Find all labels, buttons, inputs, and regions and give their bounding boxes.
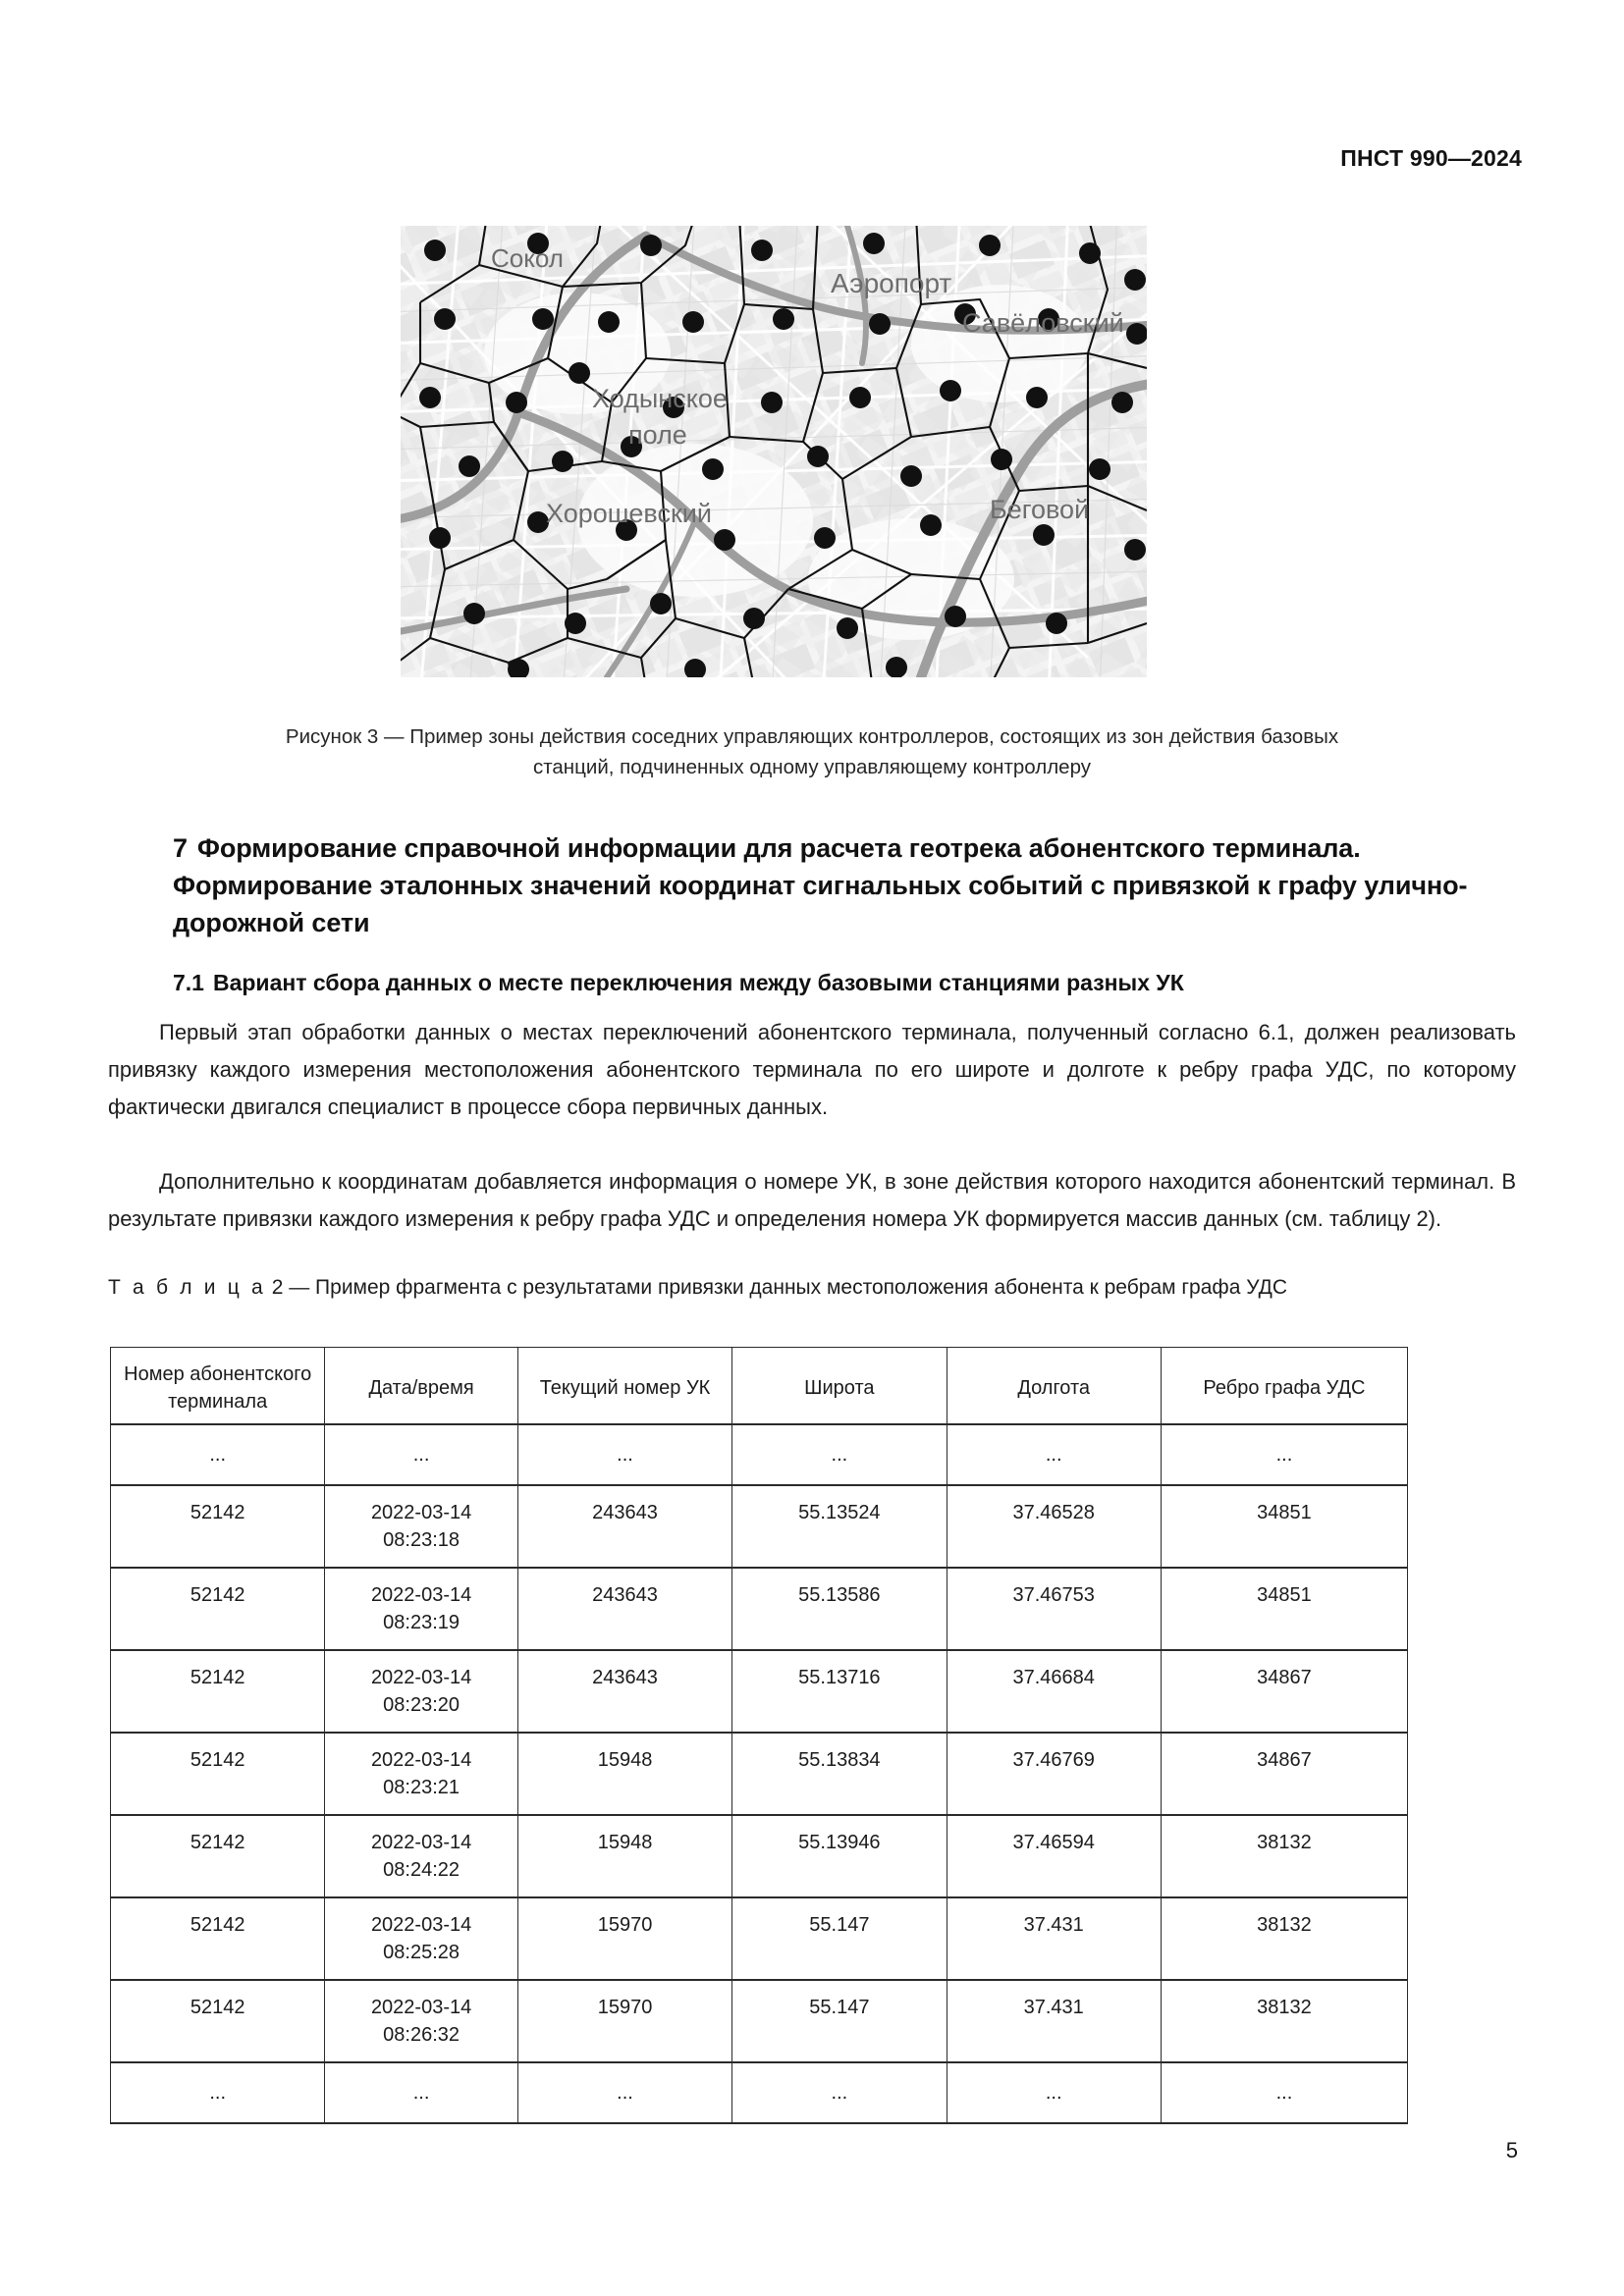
cell-latitude: 55.13524 [732,1485,947,1568]
map-label-pole: поле [628,420,687,450]
document-header-standard-id: ПНСТ 990—2024 [1340,145,1522,171]
cell-latitude: ... [732,1424,947,1485]
figure-3 [401,226,1147,677]
cell-date: 2022-03-14 [370,1831,472,1853]
table-caption-number: 2 [271,1276,284,1299]
section-7-number: 7 [173,833,188,863]
paragraph-additional-coords [108,1163,1516,1238]
cell-datetime [325,1568,518,1650]
column-header-terminal-number: Номер абонентского терминала [111,1348,325,1424]
cell-edge: ... [1161,2062,1407,2123]
cell-time: 08:24:22 [383,1858,460,1881]
cell-edge: 38132 [1161,1980,1407,2062]
cell-edge: 34851 [1161,1568,1407,1650]
cell-latitude: 55.13946 [732,1815,947,1897]
cell-datetime [325,1733,518,1815]
cell-datetime: ... [325,1424,518,1485]
cell-datetime [325,1815,518,1897]
cell-datetime [325,1897,518,1980]
cell-uk: 15970 [517,1980,731,2062]
cell-uk: 15970 [517,1897,731,1980]
map-label-aeroport: Аэропорт [831,268,952,298]
cell-terminal: 52142 [111,1650,325,1733]
map-label-sokol: Сокол [491,243,564,273]
cell-terminal: 52142 [111,1980,325,2062]
page-number: 5 [1505,2138,1518,2163]
cell-terminal: ... [111,2062,325,2123]
cell-uk: ... [517,1424,731,1485]
cell-longitude: 37.46753 [947,1568,1161,1650]
map-label-hodynskoe: Ходынское [592,384,728,413]
cell-date: 2022-03-14 [370,1666,472,1688]
table-row [111,1650,1408,1733]
column-header-graph-edge: Ребро графа УДС [1161,1348,1407,1424]
column-header-datetime: Дата/время [325,1348,518,1424]
cell-longitude: ... [947,2062,1161,2123]
map-label-savelovsky: Савёловский [962,308,1124,338]
paragraph-additional-coords-text: Дополнительно к координатам добавляется информация о номере УК, в зоне действия которого находится абонентский терминал. В результате привязки каждого измерения к ребру графа УДС и определения номера УК формируется массив данных (см. таблицу 2). [108,1169,1516,1231]
table-row [111,1980,1408,2062]
cell-longitude: 37.46528 [947,1485,1161,1568]
table-row [111,2062,1408,2123]
cell-longitude: 37.46594 [947,1815,1161,1897]
section-7-1-title: Вариант сбора данных о месте переключения между базовыми станциями разных УК [212,970,1184,995]
cell-terminal: 52142 [111,1897,325,1980]
cell-date: 2022-03-14 [370,1913,472,1936]
cell-longitude: 37.46684 [947,1650,1161,1733]
cell-datetime [325,1485,518,1568]
table-row [111,1568,1408,1650]
cell-terminal: 52142 [111,1568,325,1650]
cell-date: 2022-03-14 [370,1583,472,1606]
voronoi-basestation-map [401,226,1147,677]
cell-time: 08:23:20 [383,1693,460,1716]
cell-uk: 243643 [517,1568,731,1650]
cell-terminal: ... [111,1424,325,1485]
cell-uk: 15948 [517,1815,731,1897]
cell-latitude: 55.147 [732,1897,947,1980]
cell-date: 2022-03-14 [370,1996,472,2018]
cell-time: 08:25:28 [383,1941,460,1963]
table-row [111,1485,1408,1568]
table-row [111,1897,1408,1980]
map-label-begovoy: Беговой [990,495,1090,524]
paragraph-first-stage [108,1014,1516,1126]
cell-time: 08:23:21 [383,1776,460,1798]
cell-uk: 15948 [517,1733,731,1815]
cell-longitude: 37.431 [947,1897,1161,1980]
table-body [111,1424,1408,2123]
cell-longitude: 37.46769 [947,1733,1161,1815]
cell-datetime: ... [325,2062,518,2123]
figure-caption-line-2: станций, подчиненных одному управляющему контроллеру [533,756,1091,778]
table-header-row [111,1348,1408,1424]
cell-latitude: 55.13716 [732,1650,947,1733]
cell-datetime [325,1650,518,1733]
cell-datetime [325,1980,518,2062]
cell-terminal: 52142 [111,1485,325,1568]
table-caption-text: — Пример фрагмента с результатами привязки данных местоположения абонента к ребрам графа УДС [289,1276,1287,1299]
table-row [111,1733,1408,1815]
section-7-title: Формирование справочной информации для расчета геотрека абонентского терминала. Формирование эталонных значений координат сигнальных событий с привязкой к графу улично-дорожной сети [173,833,1468,937]
cell-edge: 34851 [1161,1485,1407,1568]
cell-edge: ... [1161,1424,1407,1485]
cell-date: 2022-03-14 [370,1501,472,1523]
cell-time: 08:23:19 [383,1611,460,1633]
column-header-latitude: Широта [732,1348,947,1424]
table-row [111,1815,1408,1897]
cell-latitude: 55.147 [732,1980,947,2062]
cell-edge: 34867 [1161,1733,1407,1815]
cell-terminal: 52142 [111,1733,325,1815]
column-header-longitude: Долгота [947,1348,1161,1424]
cell-latitude: 55.13834 [732,1733,947,1815]
cell-edge: 38132 [1161,1815,1407,1897]
table-2-caption [108,1271,1516,1304]
figure-caption [108,721,1516,782]
cell-date: 2022-03-14 [370,1748,472,1771]
cell-edge: 34867 [1161,1650,1407,1733]
figure-caption-line-1: Рисунок 3 — Пример зоны действия соседних управляющих контроллеров, состоящих из зон действия базовых [285,725,1339,748]
column-header-current-uk: Текущий номер УК [517,1348,731,1424]
cell-uk: 243643 [517,1650,731,1733]
table-row [111,1424,1408,1485]
table-caption-label: Т а б л и ц а [108,1276,266,1299]
cell-time: 08:26:32 [383,2023,460,2046]
section-heading-7-1 [173,967,1528,998]
cell-longitude: ... [947,1424,1161,1485]
section-heading-7 [173,829,1518,941]
map-label-horoshevsky: Хорошевский [546,499,712,528]
section-7-1-number: 7.1 [173,970,204,995]
cell-terminal: 52142 [111,1815,325,1897]
cell-longitude: 37.431 [947,1980,1161,2062]
cell-time: 08:23:18 [383,1528,460,1551]
cell-uk: 243643 [517,1485,731,1568]
paragraph-first-stage-text: Первый этап обработки данных о местах переключений абонентского терминала, полученный согласно 6.1, должен реализовать привязку каждого измерения местоположения абонентского терминала по его широте и долготе к ребру графа УДС, по которому фактически двигался специалист в процессе сбора первичных данных. [108,1020,1516,1119]
cell-edge: 38132 [1161,1897,1407,1980]
cell-uk: ... [517,2062,731,2123]
cell-latitude: ... [732,2062,947,2123]
table-2-geotrack-binding [110,1347,1408,2124]
cell-latitude: 55.13586 [732,1568,947,1650]
